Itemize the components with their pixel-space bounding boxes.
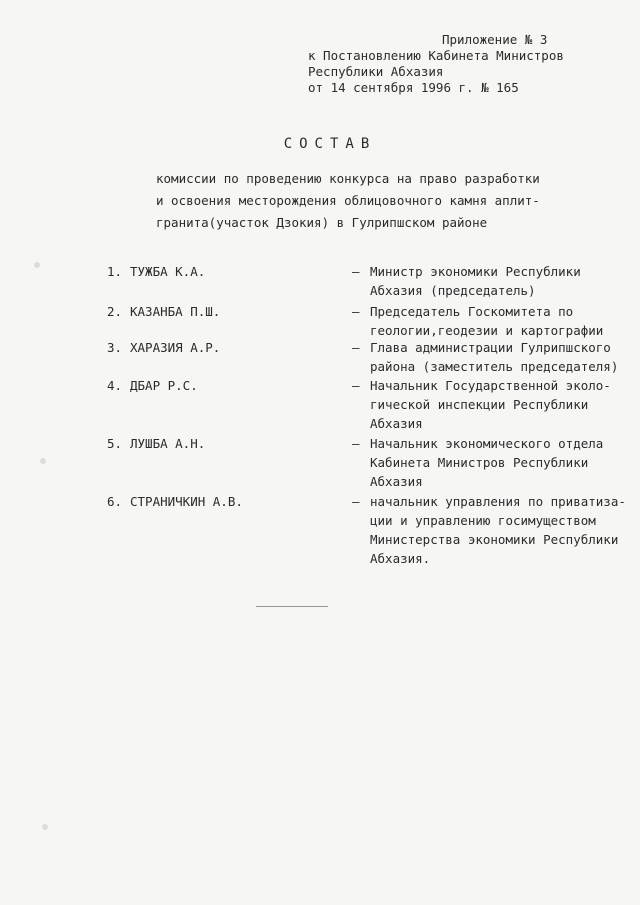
member-role [370, 338, 634, 376]
role-line: гической инспекции Республики [370, 397, 589, 412]
role-line: Абхазия (председатель) [370, 283, 536, 298]
member-dash: – [352, 340, 360, 355]
member-dash: – [352, 378, 360, 393]
member-number: 3. [106, 340, 122, 355]
member-number: 4. [106, 378, 122, 393]
member-number: 6. [106, 494, 122, 509]
member-dash: – [352, 494, 360, 509]
subtitle-line: гранита(участок Дзокия) в Гулрипшском районе [156, 215, 488, 230]
member-role [370, 492, 634, 568]
member-number: 5. [106, 436, 122, 451]
role-line: геологии,геодезии и картографии [370, 323, 604, 338]
role-line: района (заместитель председателя) [370, 359, 619, 374]
member-name: ХАРАЗИЯ А.Р. [130, 340, 221, 355]
role-line: Абхазия [370, 474, 423, 489]
role-line: Начальник экономического отдела [370, 436, 604, 451]
member-role [370, 376, 634, 433]
subtitle-line: комиссии по проведению конкурса на право разработки [156, 171, 540, 186]
role-line: Министерства экономики Республики [370, 532, 619, 547]
member-number: 2. [106, 304, 122, 319]
member-role [370, 302, 634, 340]
member-role [370, 262, 634, 300]
member-dash: – [352, 304, 360, 319]
document-subtitle [156, 168, 596, 234]
appendix-date: от 14 сентября 1996 г. № 165 [308, 80, 519, 95]
role-line: Начальник Государственной эколо- [370, 378, 611, 393]
role-line: ции и управлению госимуществом [370, 513, 596, 528]
role-line: Кабинета Министров Республики [370, 455, 589, 470]
role-line: Абхазия [370, 416, 423, 431]
member-name: ЛУШБА А.Н. [130, 436, 206, 451]
member-name: КАЗАНБА П.Ш. [130, 304, 221, 319]
document-title: СОСТАВ [283, 136, 377, 152]
member-dash: – [352, 264, 360, 279]
role-line: Председатель Госкомитета по [370, 304, 574, 319]
paper-mark [40, 458, 46, 464]
member-name: СТРАНИЧКИН А.В. [130, 494, 243, 509]
appendix-republic: Республики Абхазия [308, 64, 444, 79]
member-number: 1. [106, 264, 122, 279]
member-name: ТУЖБА К.А. [130, 264, 206, 279]
paper-mark [42, 824, 48, 830]
divider-line [256, 606, 328, 607]
member-name: ДБАР Р.С. [130, 378, 198, 393]
member-dash: – [352, 436, 360, 451]
appendix-resolution: к Постановлению Кабинета Министров [308, 48, 564, 63]
role-line: Абхазия. [370, 551, 431, 566]
appendix-header [308, 32, 608, 96]
subtitle-line: и освоения месторождения облицовочного камня аплит- [156, 193, 540, 208]
role-line: Глава администрации Гулрипшского [370, 340, 611, 355]
role-line: Министр экономики Республики [370, 264, 581, 279]
appendix-number: Приложение № 3 [442, 32, 548, 47]
member-role [370, 434, 634, 491]
role-line: начальник управления по приватиза- [370, 494, 626, 509]
paper-mark [34, 262, 40, 268]
